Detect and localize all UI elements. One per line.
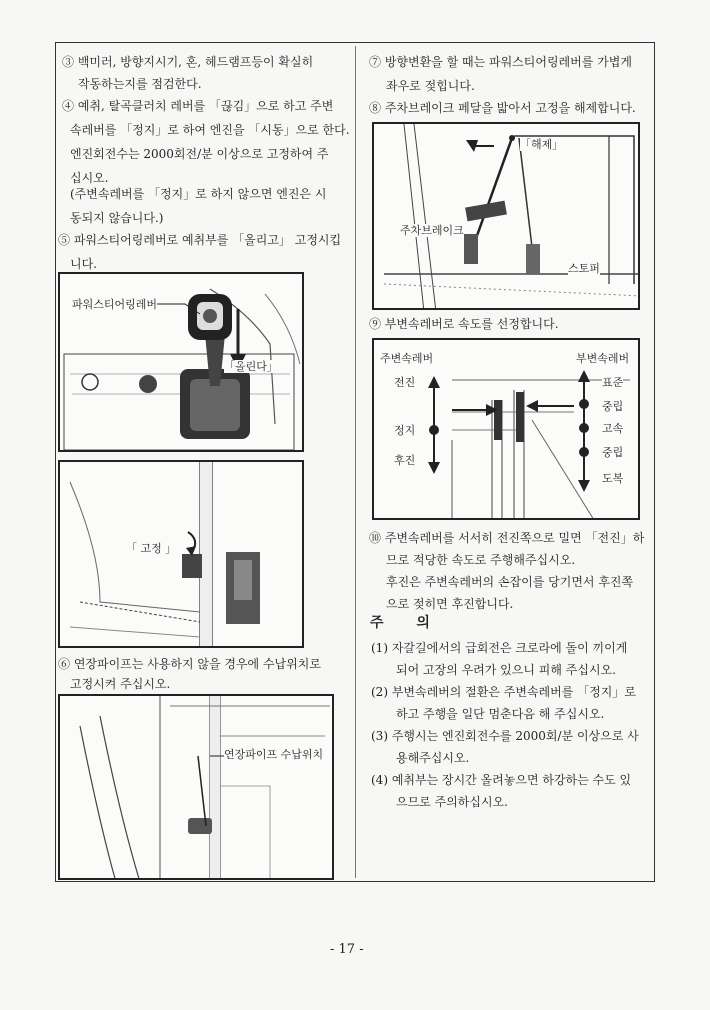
- parking-brake-label: 주차브레이크: [400, 224, 464, 237]
- main-shift-forward: 전진: [394, 376, 416, 389]
- main-shift-title: 주변속레버: [380, 352, 434, 365]
- item4-line6: 동되지 않습니다.): [70, 211, 164, 225]
- column-divider: [355, 46, 356, 878]
- item9-line1: ⑨ 부변속레버로 속도를 선정합니다.: [369, 317, 559, 331]
- pipe-storage-label: 연장파이프 수납위치: [224, 748, 324, 761]
- item6-line1: ⑥ 연장파이프는 사용하지 않을 경우에 수납위치로: [58, 657, 321, 671]
- item3-line2: 작동하는지를 점검한다.: [78, 77, 202, 91]
- extension-pipe-drawing: [60, 696, 334, 880]
- figure-steering-lever: [58, 272, 304, 452]
- notice-heading: 주 의: [370, 615, 444, 631]
- fix-label: 「 고정 」: [126, 542, 177, 555]
- sub-shift-road: 도복: [602, 472, 624, 485]
- figure-shift-levers: [372, 338, 640, 520]
- item10-line2: 므로 적당한 속도로 주행해주십시오.: [386, 553, 576, 567]
- notice-4-line2: 으므로 주의하십시오.: [396, 795, 508, 809]
- notice-1-line1: (1) 자갈길에서의 급회전은 크로라에 돌이 끼이게: [371, 641, 628, 655]
- item6-line2: 고정시켜 주십시오.: [70, 677, 171, 691]
- item4-line3: 엔진회전수는 2000회전/분 이상으로 고정하여 주: [70, 147, 329, 161]
- item4-line1: ④ 예취, 탈곡클러치 레버를 「끊김」으로 하고 주변: [62, 99, 334, 113]
- raise-label: 「올린다」: [224, 360, 278, 373]
- notice-2-line1: (2) 부변속레버의 절환은 주변속레버를 「정지」로: [371, 685, 636, 699]
- item10-line4: 으로 젖히면 후진합니다.: [386, 597, 514, 611]
- figure-fix-position: [58, 460, 304, 648]
- item8-line1: ⑧ 주차브레이크 페달을 밟아서 고정을 해제합니다.: [369, 101, 636, 115]
- parking-brake-drawing: [374, 124, 640, 310]
- release-label: 「해제」: [520, 138, 564, 151]
- sub-shift-standard: 표준: [602, 376, 624, 389]
- stopper-label: 스토퍼: [568, 262, 600, 275]
- page-number: - 17 -: [330, 942, 364, 957]
- figure-extension-pipe: [58, 694, 334, 880]
- sub-shift-neutral-high: 중립: [602, 446, 624, 459]
- item7-line1: ⑦ 방향변환을 할 때는 파워스티어링레버를 가볍게: [369, 55, 632, 69]
- sub-shift-neutral-low: 중립: [602, 400, 624, 413]
- notice-2-line2: 하고 주행을 일단 멈춘다음 해 주십시오.: [396, 707, 605, 721]
- item4-line4: 십시오.: [70, 171, 109, 185]
- item4-line2: 속레버를 「정지」로 하여 엔진을 「시동」으로 한다.: [70, 123, 350, 137]
- figure-parking-brake: [372, 122, 640, 310]
- item10-line3: 후진은 주변속레버의 손잡이를 당기면서 후진쪽: [386, 575, 634, 589]
- item10-line1: ⑩ 주변속레버를 서서히 전진쪽으로 밀면 「전진」하: [369, 531, 645, 545]
- sub-shift-high: 고속: [602, 422, 624, 435]
- item7-line2: 좌우로 젖힙니다.: [386, 79, 475, 93]
- notice-4-line1: (4) 예취부는 장시간 올려놓으면 하강하는 수도 있: [371, 773, 632, 787]
- fix-position-drawing: [60, 462, 304, 648]
- steering-lever-label: 파워스티어링레버: [72, 298, 158, 311]
- item4-line5: (주변속레버를 「정지」로 하지 않으면 엔진은 시: [70, 187, 327, 201]
- main-shift-reverse: 후진: [394, 454, 416, 467]
- item3-line1: ③ 백미러, 방향지시기, 혼, 헤드램프등이 확실히: [62, 55, 314, 69]
- notice-1-line2: 되어 고장의 우려가 있으니 피해 주십시오.: [396, 663, 616, 677]
- sub-shift-title: 부변속레버: [576, 352, 630, 365]
- notice-3-line1: (3) 주행시는 엔진회전수를 2000회/분 이상으로 사: [371, 729, 639, 743]
- item5-line2: 니다.: [70, 257, 97, 271]
- main-shift-stop: 정지: [394, 424, 416, 437]
- notice-3-line2: 용해주십시오.: [396, 751, 470, 765]
- item5-line1: ⑤ 파워스티어링레버로 예취부를 「올리고」 고정시킵: [58, 233, 342, 247]
